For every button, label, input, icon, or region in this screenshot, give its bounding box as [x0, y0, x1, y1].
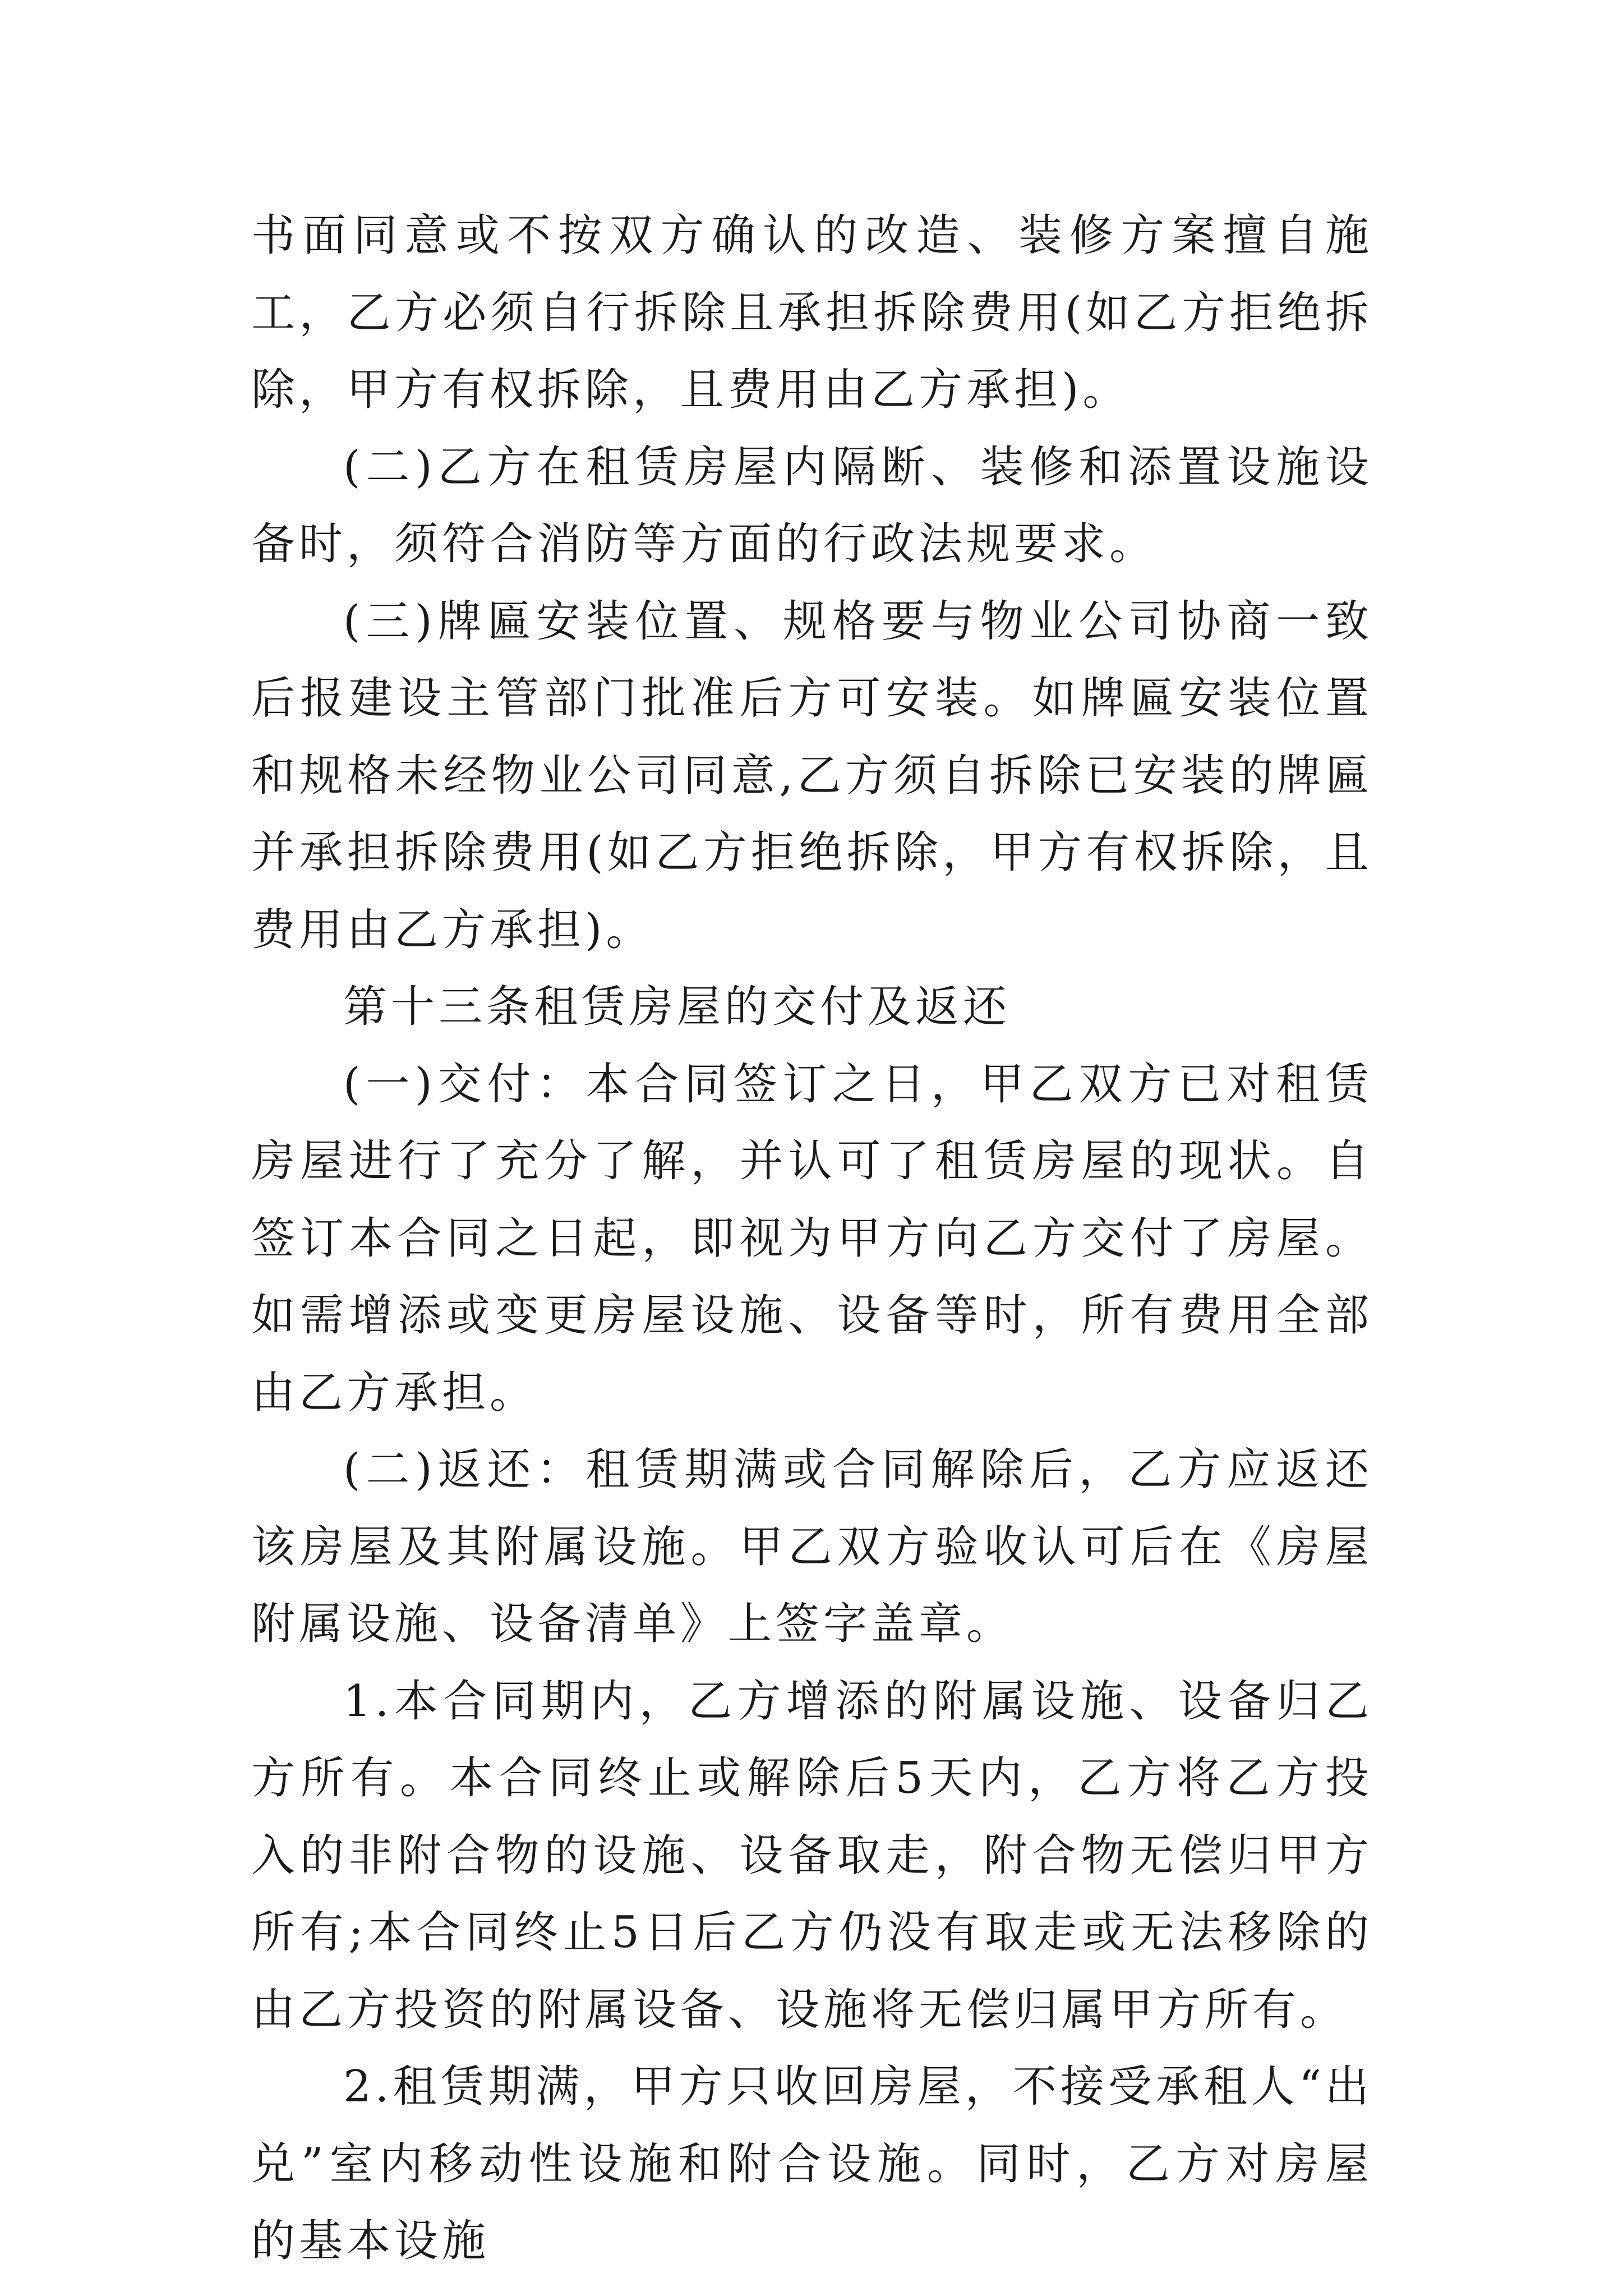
paragraph-item-2: 2.租赁期满，甲方只收回房屋，不接受承租人“出兑”室内移动性设施和附合设施。同时，乙方对房屋的基本设施 [251, 2062, 1373, 2266]
section-heading: 第十三条租赁房屋的交付及返还 [343, 982, 1011, 1032]
paragraph-1: 书面同意或不按双方确认的改造、装修方案擅自施工，乙方必须自行拆除且承担拆除费用(如乙方拒绝拆除，甲方有权拆除，且费用由乙方承担)。 [251, 210, 1373, 415]
paragraph-item-1: 1.本合同期内，乙方增添的附属设施、设备归乙方所有。本合同终止或解除后5天内，乙方将乙方投入的非附合物的设施、设备取走，附合物无偿归甲方所有;本合同终止5日后乙方仍没有取走或无法移除的由乙方投资的附属设备、设施将无偿归属甲方所有。 [251, 1676, 1373, 2035]
paragraph-2: (二)乙方在租赁房屋内隔断、装修和添置设施设备时，须符合消防等方面的行政法规要求。 [251, 441, 1373, 569]
paragraph-3: (三)牌匾安装位置、规格要与物业公司协商一致后报建设主管部门批准后方可安装。如牌匾安装位置和规格未经物业公司同意,乙方须自拆除已安装的牌匾并承担拆除费用(如乙方拒绝拆除，甲方有权拆除，且费用由乙方承担)。 [251, 596, 1373, 955]
paragraph-delivery: (一)交付：本合同签订之日，甲乙双方已对租赁房屋进行了充分了解，并认可了租赁房屋的现状。自签订本合同之日起，即视为甲方向乙方交付了房屋。如需增添或变更房屋设施、设备等时，所有费用全部由乙方承担。 [251, 1059, 1373, 1418]
document-body [251, 197, 1373, 2280]
paragraph-return: (二)返还：租赁期满或合同解除后，乙方应返还该房屋及其附属设施。甲乙双方验收认可后在《房屋附属设施、设备清单》上签字盖章。 [251, 1444, 1373, 1649]
